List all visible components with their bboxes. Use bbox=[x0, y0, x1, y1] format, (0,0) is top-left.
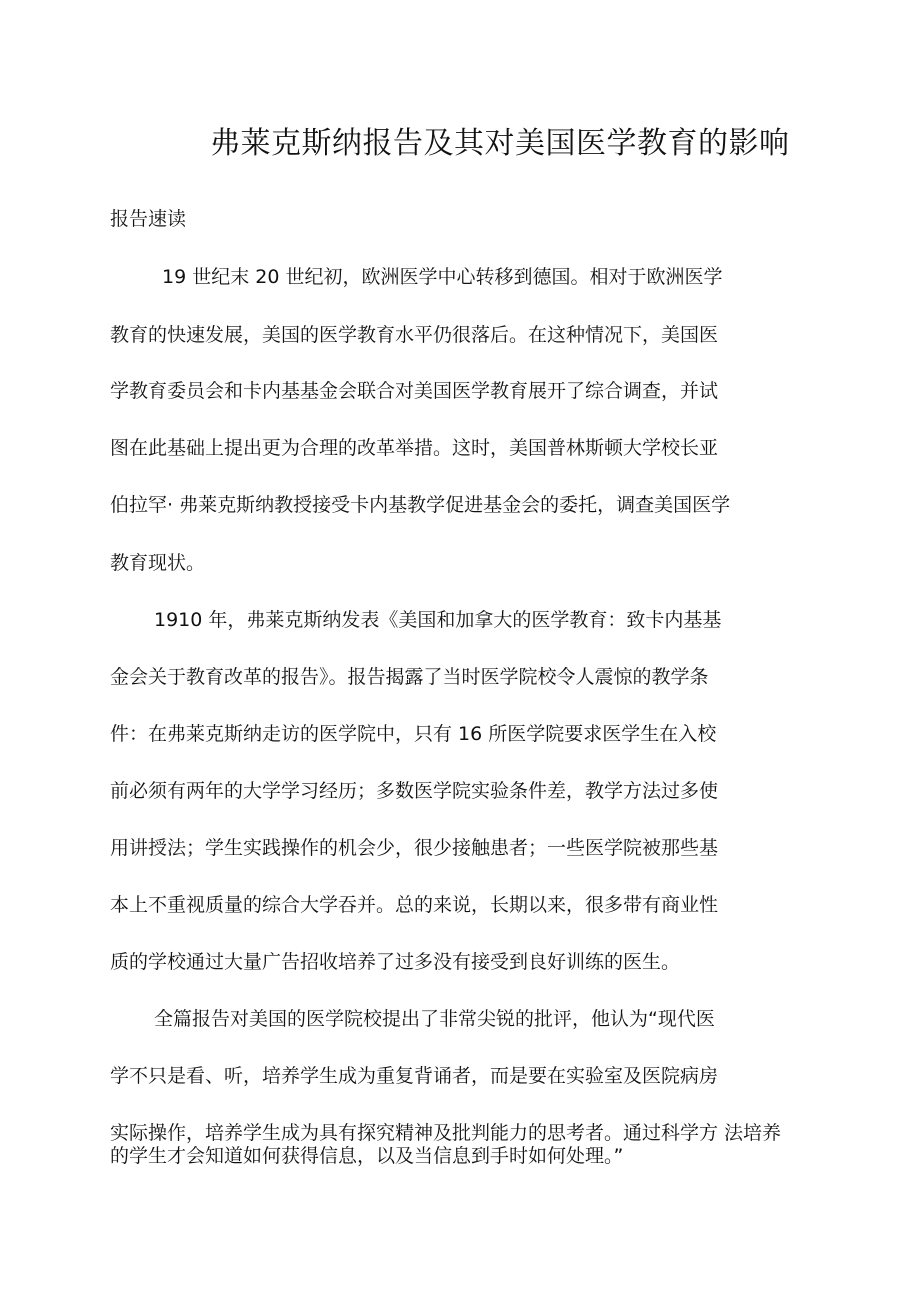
paragraph-3-line-4: 的学生才会知道如何获得信息，以及当信息到手时如何处理。” bbox=[110, 1145, 624, 1167]
paragraph-3-line-2: 学不只是看、听，培养学生成为重复背诵者，而是要在实验室及医院病房 bbox=[110, 1065, 719, 1087]
paragraph-1-line-5: 伯拉罕· 弗莱克斯纳教授接受卡内基教学促进基金会的委托，调查美国医学 bbox=[110, 494, 731, 516]
paragraph-2-line-7: 质的学校通过大量广告招收培养了过多没有接受到良好训练的医生。 bbox=[110, 951, 681, 973]
paragraph-2-line-2: 金会关于教育改革的报告》。报告揭露了当时医学院校令人震惊的教学条 bbox=[110, 666, 709, 688]
paragraph-1-line-6: 教育现状。 bbox=[110, 552, 206, 574]
paragraph-1-line-4: 图在此基础上提出更为合理的改革举措。这时，美国普林斯顿大学校长亚 bbox=[110, 437, 719, 459]
paragraph-1-line-1: 19 世纪末 20 世纪初，欧洲医学中心转移到德国。相对于欧洲医学 bbox=[162, 266, 723, 288]
paragraph-3-line-3: 实际操作，培养学生成为具有探究精神及批判能力的思考者。通过科学方 法培养 bbox=[110, 1122, 782, 1144]
paragraph-2-line-4: 前必须有两年的大学学习经历；多数医学院实验条件差，教学方法过多使 bbox=[110, 780, 719, 802]
paragraph-2-line-5: 用讲授法；学生实践操作的机会少，很少接触患者；一些医学院被那些基 bbox=[110, 837, 719, 859]
paragraph-2-line-6: 本上不重视质量的综合大学吞并。总的来说，长期以来，很多带有商业性 bbox=[110, 894, 719, 916]
paragraph-2-line-3: 件：在弗莱克斯纳走访的医学院中，只有 16 所医学院要求医学生在入校 bbox=[110, 723, 717, 745]
paragraph-1-line-2: 教育的快速发展，美国的医学教育水平仍很落后。在这种情况下，美国医 bbox=[110, 324, 719, 346]
document-title: 弗莱克斯纳报告及其对美国医学教育的影响 bbox=[210, 126, 790, 161]
paragraph-1-line-3: 学教育委员会和卡内基基金会联合对美国医学教育展开了综合调查，并试 bbox=[110, 380, 719, 402]
section-heading: 报告速读 bbox=[110, 208, 187, 230]
paragraph-3-line-1: 全篇报告对美国的医学院校提出了非常尖锐的批评，他认为“现代医 bbox=[154, 1008, 715, 1030]
paragraph-2-line-1: 1910 年，弗莱克斯纳发表《美国和加拿大的医学教育：致卡内基基 bbox=[154, 609, 722, 631]
